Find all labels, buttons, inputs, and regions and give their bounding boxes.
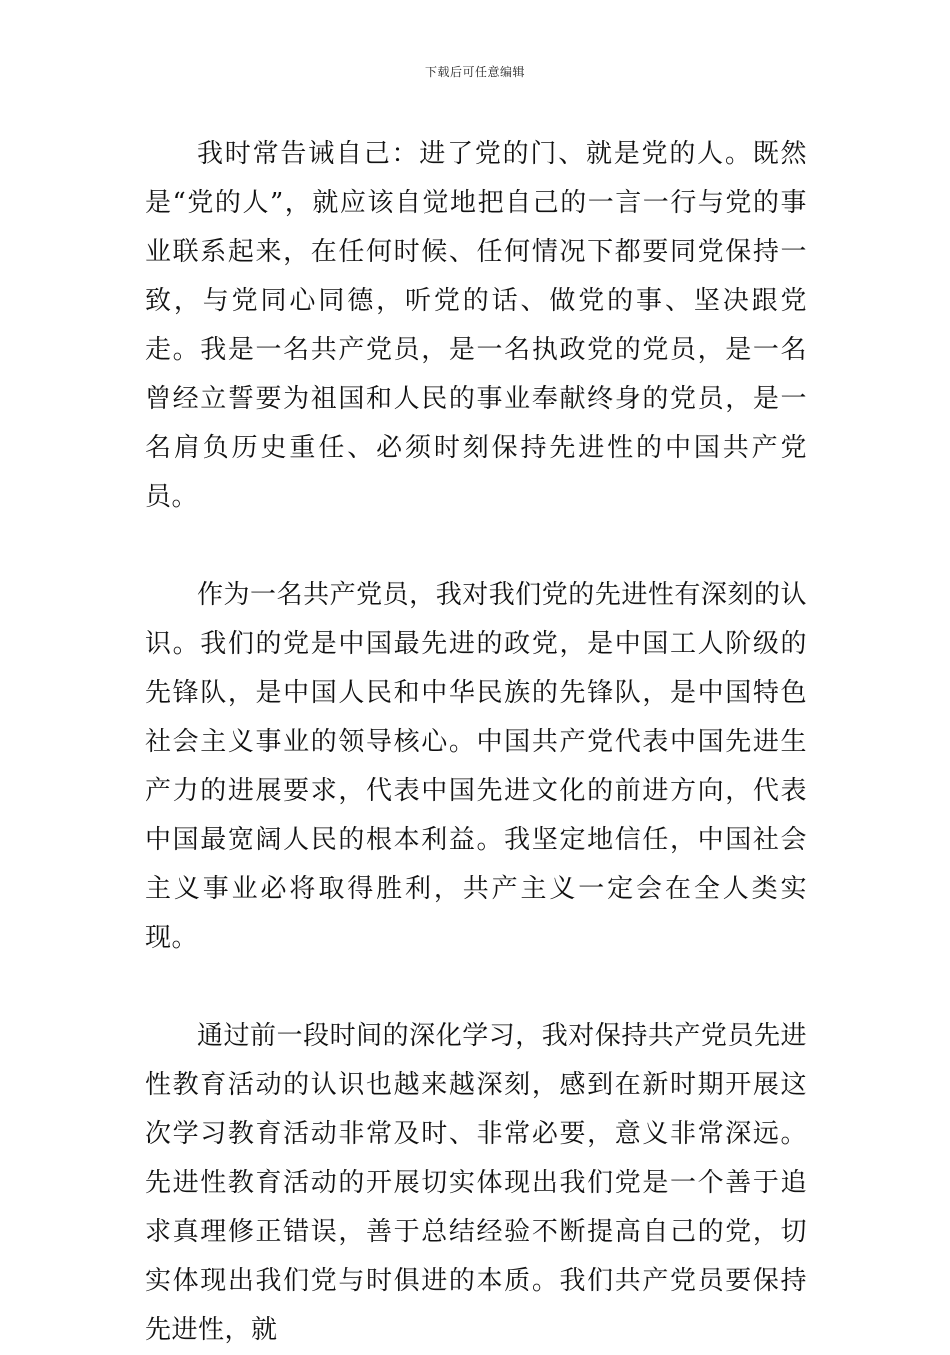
paragraph-2: 作为一名共产党员，我对我们党的先进性有深刻的认识。我们的党是中国最先进的政党，是中国工人阶级的先锋队，是中国人民和中华民族的先锋队，是中国特色社会主义事业的领导核心。中国共产党代表中国先进生产力的进展要求，代表中国先进文化的前进方向，代表中国最宽阔人民的根本利益。我坚定地信任，中国社会主义事业必将取得胜利，共产主义一定会在全人类实现。: [145, 580, 807, 953]
page-header-note: 下载后可任意编辑: [424, 65, 525, 79]
paragraph-1: 我时常告诫自己：进了党的门、就是党的人。既然是“党的人”，就应该自觉地把自己的一言一行与党的事业联系起来，在任何时候、任何情况下都要同党保持一致，与党同心同德，听党的话、做党的事、坚决跟党走。我是一名共产党员，是一名执政党的党员，是一名曾经立誓要为祖国和人民的事业奉献终身的党员，是一名肩负历史重任、必须时刻保持先进性的中国共产党员。: [145, 139, 807, 512]
document-body: [145, 130, 807, 1355]
paragraph-3: 通过前一段时间的深化学习，我对保持共产党员先进性教育活动的认识也越来越深刻，感到在新时期开展这次学习教育活动非常及时、非常必要，意义非常深远。先进性教育活动的开展切实体现出我们党是一个善于追求真理修正错误，善于总结经验不断提高自己的党，切实体现出我们党与时俱进的本质。我们共产党员要保持先进性，就: [145, 1021, 807, 1345]
